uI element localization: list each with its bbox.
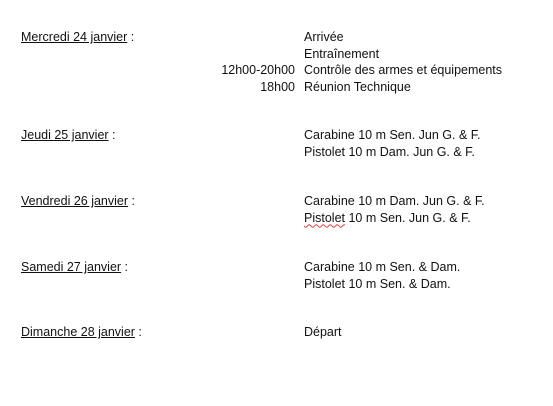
events-friday <box>304 193 485 226</box>
events-sunday <box>304 324 342 341</box>
day-colon: : <box>121 260 129 274</box>
day-label-sunday <box>21 324 211 341</box>
event-item-rest: 10 m Sen. Jun G. & F. <box>345 210 471 225</box>
event-item: Carabine 10 m Sen. & Dam. <box>304 260 461 274</box>
event-item: Carabine 10 m Sen. Jun G. & F. <box>304 128 481 142</box>
day-colon: : <box>127 30 135 44</box>
event-item: Carabine 10 m Dam. Jun G. & F. <box>304 194 485 208</box>
day-label-wednesday <box>21 29 211 46</box>
event-item: Pistolet 10 m Dam. Jun G. & F. <box>304 144 475 159</box>
day-name: Mercredi 24 janvier <box>21 30 128 44</box>
day-label-thursday <box>21 127 211 144</box>
event-item: Contrôle des armes et équipements <box>304 63 503 77</box>
time-slot: 18h00 <box>260 79 295 94</box>
spellcheck-flagged-word[interactable]: Pistolet <box>304 210 345 225</box>
day-colon: : <box>108 128 116 142</box>
day-colon: : <box>128 194 135 208</box>
time-slot <box>221 29 295 46</box>
events-thursday <box>304 127 480 160</box>
day-name: Vendredi 26 janvier <box>21 194 129 208</box>
time-slot: 12h00-20h00 <box>221 63 295 77</box>
day-name: Jeudi 25 janvier <box>21 128 109 142</box>
day-label-saturday <box>21 259 211 276</box>
event-item: Départ <box>304 325 342 339</box>
event-item <box>304 210 485 227</box>
day-label-friday <box>21 193 211 210</box>
event-item: Entraînement <box>304 46 380 61</box>
events-saturday <box>304 259 460 292</box>
day-name: Dimanche 28 janvier <box>21 325 135 339</box>
event-item: Pistolet 10 m Sen. & Dam. <box>304 276 451 291</box>
day-name: Samedi 27 janvier <box>21 260 122 274</box>
times-wednesday <box>221 29 295 95</box>
event-item: Arrivée <box>304 30 344 44</box>
day-colon: : <box>134 325 142 339</box>
events-wednesday <box>304 29 502 95</box>
time-slot <box>221 46 295 63</box>
event-item: Réunion Technique <box>304 79 411 94</box>
